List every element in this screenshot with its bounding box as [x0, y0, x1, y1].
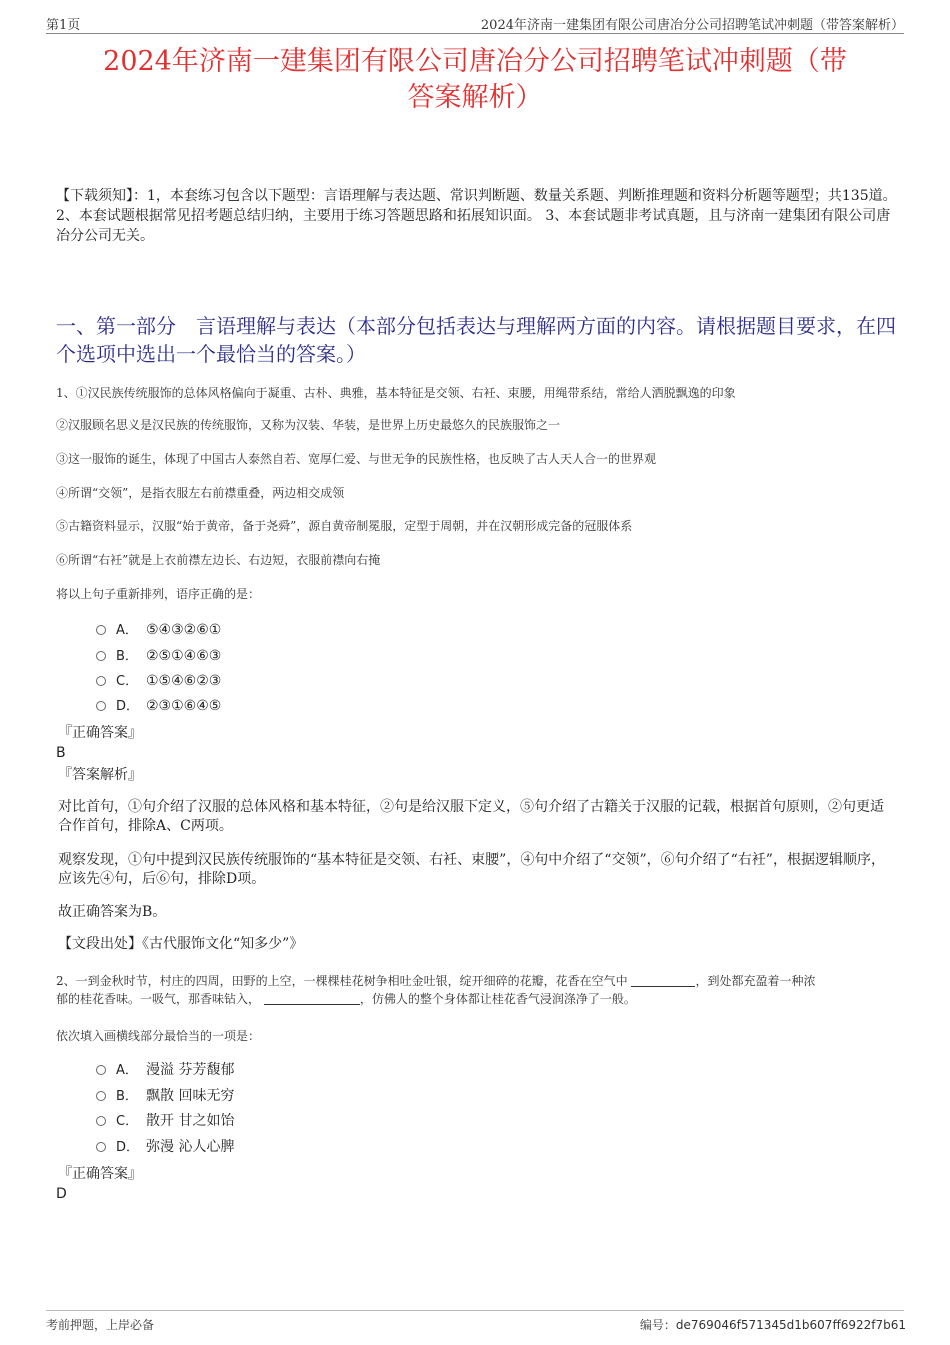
q1-answer: B	[56, 745, 66, 761]
q2-prompt: 依次填入画横线部分最恰当的一项是：	[56, 1029, 261, 1043]
radio-icon[interactable]	[96, 676, 106, 686]
radio-icon[interactable]	[96, 1116, 106, 1126]
blank-2	[264, 992, 360, 1005]
q1-answer-label: 『正确答案』	[58, 725, 142, 741]
q1-option-d[interactable]: D． ②③①⑥④⑤	[96, 697, 221, 716]
footer-slogan: 考前押题，上岸必备	[46, 1318, 155, 1332]
radio-icon[interactable]	[96, 1142, 106, 1152]
q1-sentence-1: 1、①汉民族传统服饰的总体风格偏向于凝重、古朴、典雅，基本特征是交领、右衽、束腰，用绳带系结，常给人洒脱飘逸的印象	[56, 386, 736, 400]
page-number: 第1页	[46, 18, 81, 33]
radio-icon[interactable]	[96, 1091, 106, 1101]
q1-analysis-p3: 故正确答案为B。	[58, 904, 167, 920]
q1-analysis-label: 『答案解析』	[58, 767, 142, 783]
q2-answer: D	[56, 1186, 67, 1202]
document-title	[50, 44, 900, 116]
q1-sentence-3: ③这一服饰的诞生，体现了中国古人泰然自若、宽厚仁爱、与世无争的民族性格，也反映了古人天人合一的世界观	[56, 452, 657, 466]
q1-analysis-p1: 对比首句，①句介绍了汉服的总体风格和基本特征，②句是给汉服下定义，⑤句介绍了古籍关于汉服的记载，根据首句原则，②句更适合作首句，排除A、C两项。	[58, 799, 884, 834]
q2-option-c[interactable]: C． 散开 甘之如饴	[96, 1112, 234, 1131]
q1-sentence-5: ⑤古籍资料显示，汉服“始于黄帝，备于尧舜”，源自黄帝制冕服，定型于周朝，并在汉朝形成完备的冠服体系	[56, 519, 633, 533]
radio-icon[interactable]	[96, 701, 106, 711]
q2-option-b[interactable]: B． 飘散 回味无穷	[96, 1087, 234, 1106]
blank-1	[631, 974, 695, 987]
radio-icon[interactable]	[96, 651, 106, 661]
q2-option-d[interactable]: D． 弥漫 沁人心脾	[96, 1138, 234, 1157]
q2-answer-label: 『正确答案』	[58, 1166, 142, 1182]
q1-analysis-p2: 观察发现，①句中提到汉民族传统服饰的“基本特征是交领、右衽、束腰”，④句中介绍了“交领”，⑥句介绍了“右衽”，根据逻辑顺序，应该先④句，后⑥句，排除D项。	[58, 852, 885, 887]
q1-sentence-4: ④所谓“交领”，是指衣服左右前襟重叠，两边相交成领	[56, 486, 345, 500]
q1-option-b[interactable]: B． ②⑤①④⑥③	[96, 647, 221, 666]
download-notice: 【下载须知】：1，本套练习包含以下题型：言语理解与表达题、常识判断题、数量关系题、判断推理题和资料分析题等题型；共135道。 2、本套试题根据常见招考题总结归纳，主要用于练习答题思路和拓展知识面。 3、本套试题非考试真题，且与济南一建集团有限公司唐冶分公司无关。	[56, 188, 897, 244]
q1-option-a[interactable]: A． ⑤④③②⑥①	[96, 621, 221, 640]
radio-icon[interactable]	[96, 1065, 106, 1075]
section-heading: 一、第一部分 言语理解与表达（本部分包括表达与理解两方面的内容。请根据题目要求，在四个选项中选出一个最恰当的答案。）	[56, 314, 896, 366]
q2-stem: 2、一到金秋时节，村庄的四周，田野的上空，一棵棵桂花树争相吐金吐银，绽开细碎的花瓣，花香在空气中 ，到处都充盈着一种浓 郁的桂花香味。一吸气，那香味钻入， ，仿佛人的整个身体都让桂花香气浸润涤净了一般。	[56, 974, 816, 1006]
radio-icon[interactable]	[96, 625, 106, 635]
footer-divider	[46, 1310, 904, 1311]
q1-prompt: 将以上句子重新排列，语序正确的是：	[56, 587, 261, 601]
header-doc-name: 2024年济南一建集团有限公司唐冶分公司招聘笔试冲刺题（带答案解析）	[480, 18, 904, 33]
q2-option-a[interactable]: A． 漫溢 芬芳馥郁	[96, 1061, 234, 1080]
header-divider	[46, 33, 904, 34]
footer-code: 编号：de769046f571345d1b607ff6922f7b61	[639, 1318, 906, 1332]
title-line-1: 2024年济南一建集团有限公司唐冶分公司招聘笔试冲刺题（带	[103, 46, 847, 77]
q1-option-c[interactable]: C． ①⑤④⑥②③	[96, 672, 221, 691]
q1-sentence-2: ②汉服顾名思义是汉民族的传统服饰，又称为汉装、华装，是世界上历史最悠久的民族服饰之一	[56, 418, 561, 432]
q1-sentence-6: ⑥所谓“右衽”就是上衣前襟左边长、右边短，衣服前襟向右掩	[56, 553, 381, 567]
q1-source: 【文段出处】《古代服饰文化“知多少”》	[58, 936, 304, 952]
title-line-2: 答案解析）	[407, 82, 543, 113]
